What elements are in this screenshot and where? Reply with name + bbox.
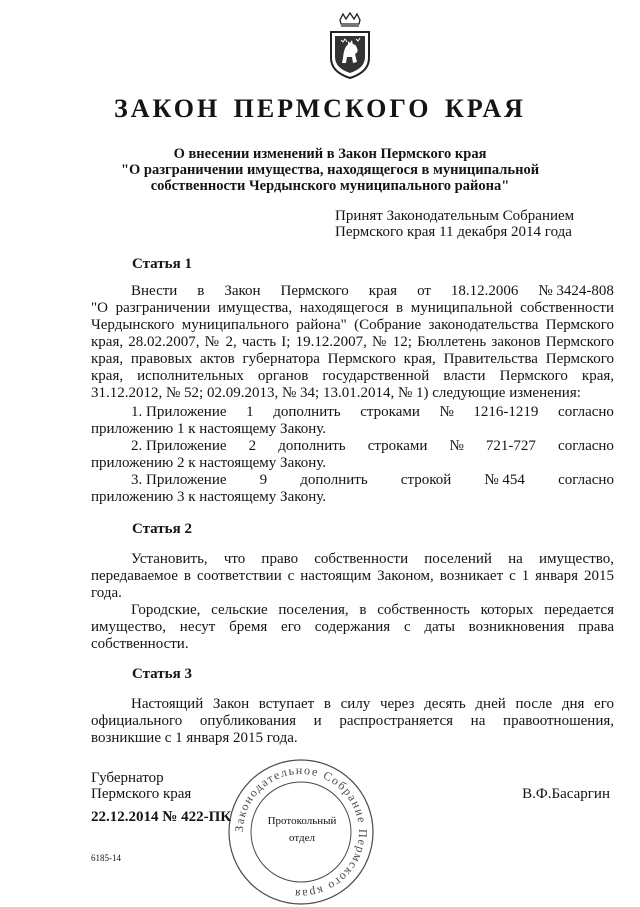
word: 1216-1219 — [473, 404, 539, 420]
article-3-paragraph-1: Настоящий Закон вступает в силу через десять дней после дня его официального опубликования и распространяется на правоотношения, возникшие с 1 января 2015 года. — [91, 696, 614, 746]
word: дополнить — [278, 438, 346, 454]
article-2-heading: Статья 2 — [132, 521, 192, 537]
adoption-note — [335, 208, 574, 240]
item-first-line — [91, 438, 614, 455]
word: 2 — [248, 438, 257, 454]
coat-of-arms-icon — [326, 12, 374, 80]
word: 2. Приложение — [131, 438, 227, 454]
item-first-line — [91, 404, 614, 421]
article-1-heading: Статья 1 — [132, 256, 192, 272]
article-1-item-3 — [91, 472, 614, 506]
word: 1 — [246, 404, 254, 420]
subtitle-line: О внесении изменений в Закон Пермского края — [173, 146, 487, 162]
article-1-intro-first-line — [91, 283, 614, 300]
word: дополнить — [273, 404, 341, 420]
word: согласно — [558, 438, 614, 454]
subtitle-line: собственности Чердынского муниципального района" — [150, 178, 510, 194]
word: согласно — [558, 472, 614, 488]
item-first-line — [91, 472, 614, 489]
word: 721-727 — [485, 438, 536, 454]
position-line: Пермского края — [91, 786, 192, 802]
word: № 3424-808 — [538, 283, 614, 299]
document-title: ЗАКОН ПЕРМСКОГО КРАЯ — [114, 94, 526, 123]
word: 1. Приложение — [131, 404, 227, 420]
word: № — [439, 404, 454, 420]
word: от — [417, 283, 431, 299]
article-2-paragraph-1: Установить, что право собственности поселений на имущество, передаваемое в соответствии с настоящим Законом, возникает с 1 января 2015 года. — [91, 551, 614, 601]
document-code: 6185-14 — [91, 853, 121, 863]
word: 9 — [259, 472, 268, 488]
article-1-intro — [91, 283, 614, 402]
adoption-line: Пермского края 11 декабря 2014 года — [335, 224, 572, 240]
word: строкой — [400, 472, 452, 488]
article-2-paragraph-2: Городские, сельские поселения, в собственность которых передается имущество, несут бремя его содержания с даты возникновения права собственности. — [91, 602, 614, 652]
item-second-line: приложению 2 к настоящему Закону. — [91, 455, 327, 471]
signatory-name: В.Ф.Басаргин — [522, 786, 610, 802]
word: Внести — [131, 283, 178, 299]
word: Пермского — [280, 283, 349, 299]
stamp-line: отдел — [289, 832, 315, 844]
word: дополнить — [300, 472, 368, 488]
word: № — [449, 438, 464, 454]
word: Закон — [224, 283, 261, 299]
article-1-intro-body: "О разграничении имущества, находящегося в муниципальной собственности Чердынского муниципального района" (Собрание законодательства Пермского края, 28.02.2007, № 2, часть I; 19.12.2007, № 12; Бюллетень законов Пермского края, правовых актов губернатора Пермского края, Правительства Пермского края, исполнительных органов государственной власти Пермского края, 31.12.2012, № 52; 02.09.2013, № 34; 13.01.2014, № 1) следующие изменения: — [91, 300, 614, 401]
stamp-label — [262, 813, 342, 847]
subtitle-line: "О разграничении имущества, находящегося в муниципальной — [120, 162, 540, 178]
word: строками — [360, 404, 420, 420]
word: края — [368, 283, 398, 299]
word: в — [197, 283, 205, 299]
word: строками — [367, 438, 428, 454]
document-subtitle — [60, 146, 600, 194]
law-date-number: 22.12.2014 № 422-ПК — [91, 809, 232, 825]
article-3-heading: Статья 3 — [132, 666, 192, 682]
article-1-item-1 — [91, 404, 614, 438]
word: 18.12.2006 — [450, 283, 519, 299]
word: 3. Приложение — [131, 472, 227, 488]
word: согласно — [558, 404, 614, 420]
word: № 454 — [484, 472, 525, 488]
stamp-line: Протокольный — [267, 815, 337, 827]
article-1-item-2 — [91, 438, 614, 472]
item-second-line: приложению 1 к настоящему Закону. — [91, 421, 327, 437]
adoption-line: Принят Законодательным Собранием — [335, 208, 575, 224]
signatory-position — [91, 770, 191, 802]
position-line: Губернатор — [91, 770, 164, 786]
stamp-ring-text: Законодательное Собрание Пермского края — [231, 762, 371, 902]
item-second-line: приложению 3 к настоящему Закону. — [91, 489, 327, 505]
